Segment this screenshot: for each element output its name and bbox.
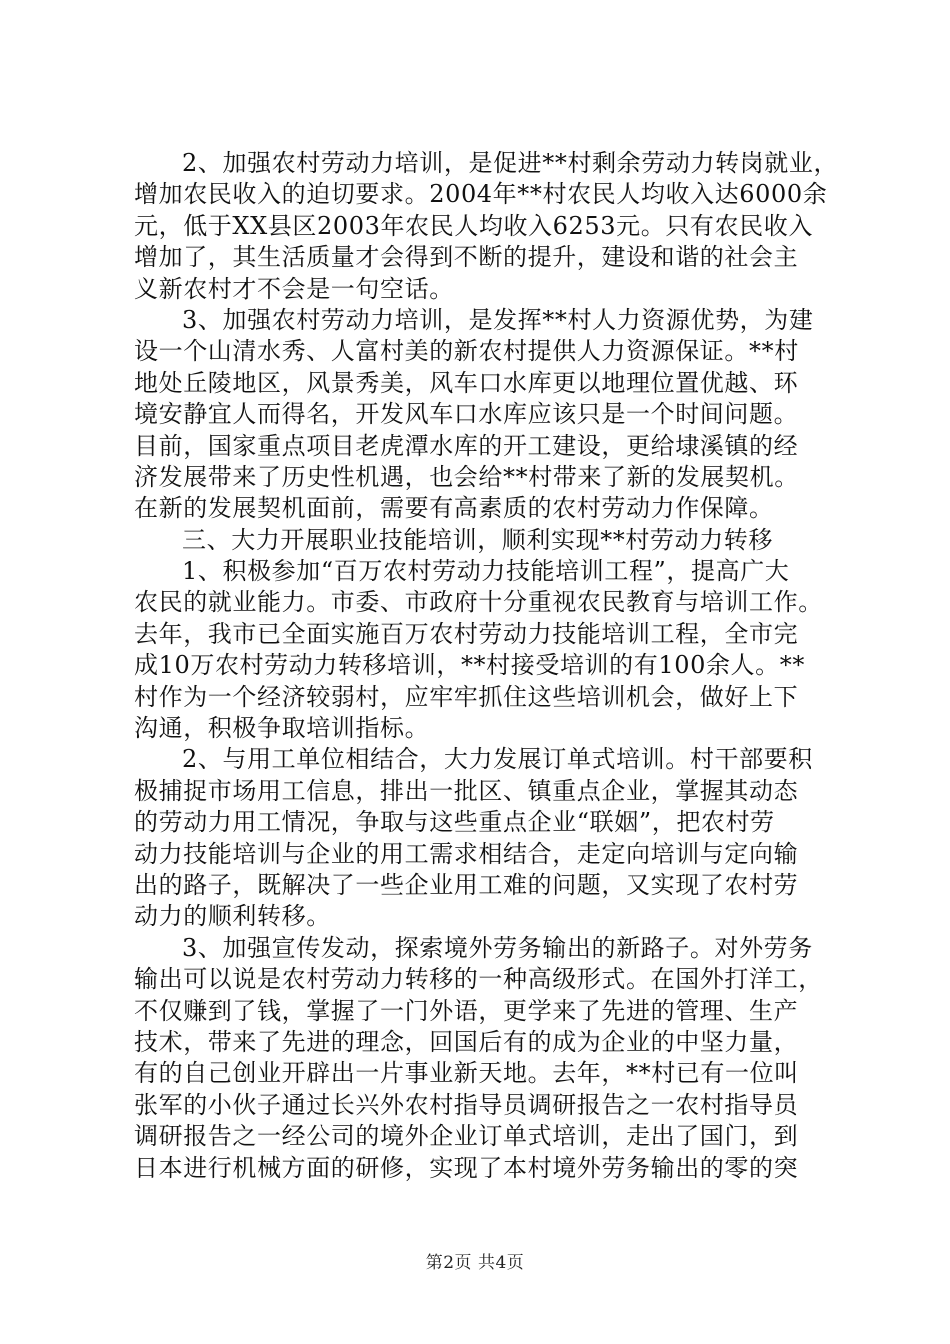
item-3-line: 技术，带来了先进的理念，回国后有的成为企业的中坚力量， xyxy=(134,1027,799,1056)
item-3-line: 调研报告之一经公司的境外企业订单式培训，走出了国门，到 xyxy=(134,1122,799,1151)
item-2-line: 极捕捉市场用工信息，排出一批区、镇重点企业，掌握其动态 xyxy=(134,776,799,805)
item-1-line: 1、积极参加“百万农村劳动力技能培训工程”，提高广大 xyxy=(182,557,790,586)
item-2-line: 的劳动力用工情况，争取与这些重点企业“联姻”，把农村劳 xyxy=(134,808,775,837)
item-1-line: 沟通，积极争取培训指标。 xyxy=(134,714,430,743)
item-2-line: 动力的顺利转移。 xyxy=(134,902,331,931)
item-2-line: 动力技能培训与企业的用工需求相结合，走定向培训与定向输 xyxy=(134,839,799,868)
item-1-line: 成10万农村劳动力转移培训，**村接受培训的有100余人。** xyxy=(134,651,805,680)
paragraph-2-line: 2、加强农村劳动力培训，是促进**村剩余劳动力转岗就业， xyxy=(182,149,839,177)
item-3-line: 不仅赚到了钱，掌握了一门外语，更学来了先进的管理、生产 xyxy=(134,996,799,1025)
item-1-line: 去年，我市已全面实施百万农村劳动力技能培训工程，全市完 xyxy=(134,619,799,648)
paragraph-3-line: 设一个山清水秀、人富村美的新农村提供人力资源保证。**村 xyxy=(134,337,799,366)
paragraph-3-line: 地处丘陵地区，风景秀美，风车口水库更以地理位置优越、环 xyxy=(134,368,799,397)
paragraph-2-line: 增加农民收入的迫切要求。2004年**村农民人均收入达6000余 xyxy=(134,180,828,209)
item-3-line: 3、加强宣传发动，探索境外劳务输出的新路子。对外劳务 xyxy=(182,933,813,962)
item-3-line: 有的自己创业开辟出一片事业新天地。去年，**村已有一位叫 xyxy=(134,1059,799,1088)
paragraph-3-line: 目前，国家重点项目老虎潭水库的开工建设，更给埭溪镇的经 xyxy=(134,431,799,460)
section-heading: 三、大力开展职业技能培训，顺利实现**村劳动力转移 xyxy=(182,525,773,554)
item-2-line: 2、与用工单位相结合，大力发展订单式培训。村干部要积 xyxy=(182,745,813,774)
paragraph-3-line: 在新的发展契机面前，需要有高素质的农村劳动力作保障。 xyxy=(134,494,774,523)
item-3-line: 张军的小伙子通过长兴外农村指导员调研报告之一农村指导员 xyxy=(134,1090,799,1119)
item-1-line: 农民的就业能力。市委、市政府十分重视农民教育与培训工作。 xyxy=(134,588,823,617)
item-1-line: 村作为一个经济较弱村，应牢牢抓住这些培训机会，做好上下 xyxy=(134,682,799,711)
page-number-footer: 第2页 共4页 xyxy=(425,1253,525,1273)
paragraph-3-line: 境安静宜人而得名，开发风车口水库应该只是一个时间问题。 xyxy=(134,400,799,429)
paragraph-2-line: 元，低于XX县区2003年农民人均收入6253元。只有农民收入 xyxy=(134,211,813,240)
paragraph-2-line: 增加了，其生活质量才会得到不断的提升，建设和谐的社会主 xyxy=(134,243,799,272)
paragraph-2-line: 义新农村才不会是一句空话。 xyxy=(134,274,454,303)
document-body xyxy=(134,148,839,1184)
paragraph-3-line: 济发展带来了历史性机遇，也会给**村带来了新的发展契机。 xyxy=(134,462,799,491)
item-2-line: 出的路子，既解决了一些企业用工难的问题，又实现了农村劳 xyxy=(134,870,799,899)
item-3-line: 输出可以说是农村劳动力转移的一种高级形式。在国外打洋工， xyxy=(134,965,823,994)
paragraph-3-line: 3、加强农村劳动力培训，是发挥**村人力资源优势，为建 xyxy=(182,305,814,334)
item-3-line: 日本进行机械方面的研修，实现了本村境外劳务输出的零的突 xyxy=(134,1153,799,1182)
